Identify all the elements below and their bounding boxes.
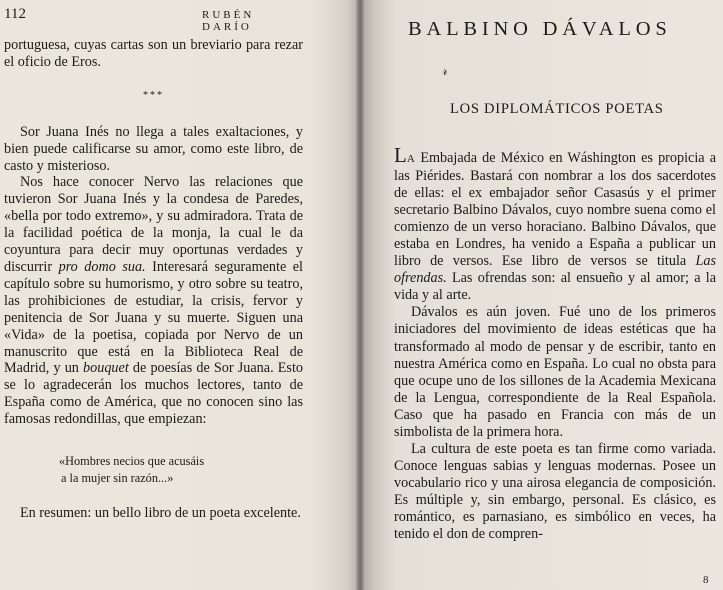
paragraph: La cultura de este poeta es tan firme como variada. Conoce lenguas sabias y lenguas modernas. Posee un vocabulario rico y una airosa elegancia de composición. Es múltiple y, sin embargo, personal. Es clásico, es romántico, es parnasiano, es simbólico en veces, ha tenido el don de compren- xyxy=(394,440,716,543)
paragraph-text: Las ofrendas son: al ensueño y al amor; a la vida y al arte. xyxy=(394,270,716,304)
gutter-shadow xyxy=(356,0,364,590)
paragraph: Dávalos es aún joven. Fué uno de los primeros iniciadores del movimiento de ideas estéticas que ha transformado al modo de pensar y de escribir, tanto en nuestra América como en España. Lo cual no obsta para que ocupe uno de los sillones de la Academia Mexicana de la Lengua, correspondiente de la Real Española. Caso que ha pasado en Francia con más de un simbolista de la primera hora. xyxy=(394,304,716,440)
paragraph: Sor Juana Inés no llega a tales exaltaciones, y bien puede calificarse su amor, como este libro, de casto y misterioso. xyxy=(4,123,303,174)
italic-phrase: pro domo sua. xyxy=(58,258,146,275)
paragraph-text: de poesías de Sor Juana. Esto se lo agradecerán los muchos lectores, tanto de España como de América, que no conocen sino las famosas redondillas, que empiezan: xyxy=(4,360,303,428)
quote-line: «Hombres necios que acusáis xyxy=(59,454,205,469)
paragraph xyxy=(4,174,303,428)
quote-line: a la mujer sin razón...» xyxy=(61,470,174,485)
paragraph-text: Interesará seguramente el capítulo sobre su humorismo, y otro sobre su teatro, las prohibiciones de estudiar, la crisis, fervor y penitencia de Sor Juana y su muerte. Siguen una «Vida» de la poetisa, copiada por Nervo de un manuscrito que está en la Biblioteca Real de Madrid, y un xyxy=(4,258,303,377)
right-page xyxy=(360,0,723,590)
signature-mark: 8 xyxy=(703,574,709,586)
running-head xyxy=(4,6,304,33)
italic-phrase: bouquet xyxy=(83,360,129,377)
paragraph-text: Nos hace conocer Nervo las relaciones que tuvieron Sor Juana Inés y la condesa de Paredes, «bella por todo extremo», y su admiradora. Trata de la facilidad poética de la monja, la cual le da coyuntura para decir muy oportunas verdades y discurrir xyxy=(4,174,303,275)
italic-phrase: Las ofrendas. xyxy=(394,253,716,287)
page-number: 112 xyxy=(4,6,26,22)
verse-quote xyxy=(59,453,303,486)
chapter-heading: BALBINO DÁVALOS xyxy=(408,18,672,40)
section-break-dinkus: *** xyxy=(143,89,164,101)
left-page-body xyxy=(4,37,303,522)
paragraph: portuguesa, cuyas cartas son un breviario para rezar el oficio de Eros. xyxy=(4,37,303,70)
right-page-body xyxy=(394,143,716,543)
left-page xyxy=(0,0,360,590)
drop-cap: L xyxy=(394,143,407,167)
paragraph: En resumen: un bello libro de un poeta excelente. xyxy=(20,505,301,522)
running-title: RUBÉN DARÍO xyxy=(202,9,255,33)
page-mark: 𝓇 xyxy=(442,64,448,79)
paragraph xyxy=(394,143,716,304)
paragraph-text: Embajada de México en Wáshington es propicia a las Piérides. Bastará con nombrar a los dos sacerdotes de ellas: el ex embajador señor Casasús y el primer secretario Balbino Dávalos, cuyo nombre suena como el comienzo de un verso horaciano. Balbino Dávalos, que estaba en Londres, ha venido a España a publicar un libro de versos. Ese libro de versos se titula xyxy=(394,150,716,270)
section-title: LOS DIPLOMÁTICOS POETAS xyxy=(450,101,664,117)
small-caps: A xyxy=(406,153,416,165)
